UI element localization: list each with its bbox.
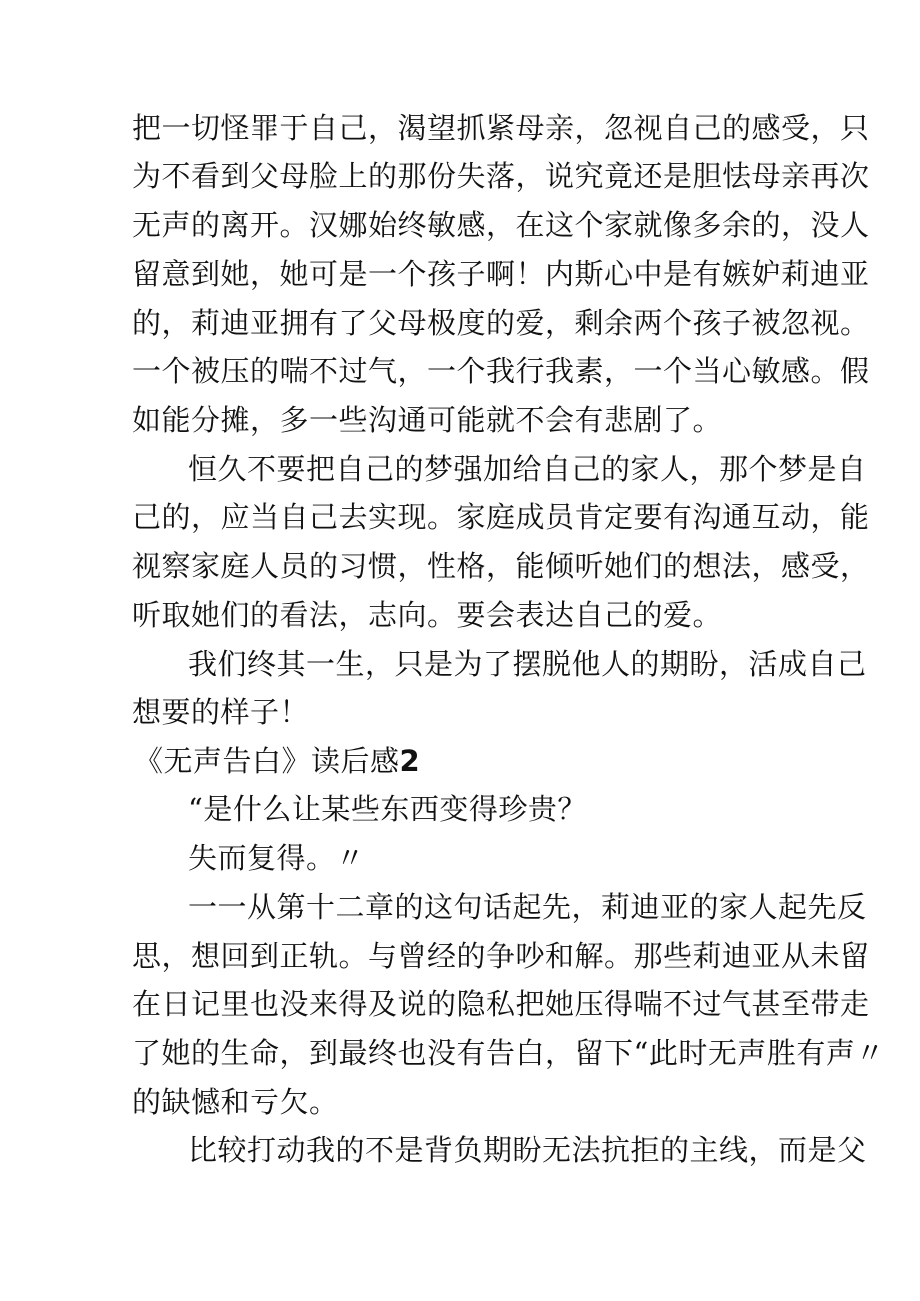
text-line: 如能分摊，多一些沟通可能就不会有悲剧了。 bbox=[132, 403, 723, 437]
text-line: 的缺憾和亏欠。 bbox=[132, 1085, 339, 1119]
text-line: 思，想回到正轨。与曾经的争吵和解。那些莉迪亚从未留 bbox=[132, 939, 870, 973]
text-line: 在日记里也没来得及说的隐私把她压得喘不过气甚至带走 bbox=[132, 987, 870, 1021]
text-line: 一个被压的喘不过气，一个我行我素，一个当心敏感。假 bbox=[132, 354, 870, 388]
heading-number: 2 bbox=[399, 744, 421, 778]
text-line: 我们终其一生，只是为了摆脱他人的期盼，活成自己 bbox=[188, 647, 867, 681]
text-line: 视察家庭人员的习惯，性格，能倾听她们的想法，感受， bbox=[132, 549, 870, 583]
text-line: 无声的离开。汉娜始终敏感，在这个家就像多余的，没人 bbox=[132, 208, 870, 242]
quote-line: “是什么让某些东西变得珍贵？ bbox=[188, 792, 587, 826]
text-line: 留意到她，她可是一个孩子啊！内斯心中是有嫉妒莉迪亚 bbox=[132, 257, 870, 291]
text-line: 把一切怪罪于自己，渴望抓紧母亲，忽视自己的感受，只 bbox=[132, 111, 870, 145]
text-line: 一一从第十二章的这句话起先，莉迪亚的家人起先反 bbox=[188, 890, 867, 924]
text-line: 想要的样子！ bbox=[132, 695, 310, 729]
text-line: 的，莉迪亚拥有了父母极度的爱，剩余两个孩子被忽视。 bbox=[132, 306, 870, 340]
heading-text: 《无声告白》读后感 bbox=[134, 744, 400, 778]
section-heading bbox=[134, 743, 420, 779]
text-line: 己的，应当自己去实现。家庭成员肯定要有沟通互动，能 bbox=[132, 500, 870, 534]
text-line: 恒久不要把自己的梦强加给自己的家人，那个梦是自 bbox=[188, 452, 867, 486]
quote-line: 失而复得。〃 bbox=[188, 841, 366, 875]
text-line: 比较打动我的不是背负期盼无法抗拒的主线，而是父 bbox=[188, 1133, 867, 1167]
text-line: 为不看到父母脸上的那份失落，说究竟还是胆怯母亲再次 bbox=[132, 159, 870, 193]
text-line: 听取她们的看法，志向。要会表达自己的爱。 bbox=[132, 598, 723, 632]
text-line: 了她的生命，到最终也没有告白，留下“此时无声胜有声〃 bbox=[132, 1036, 885, 1070]
